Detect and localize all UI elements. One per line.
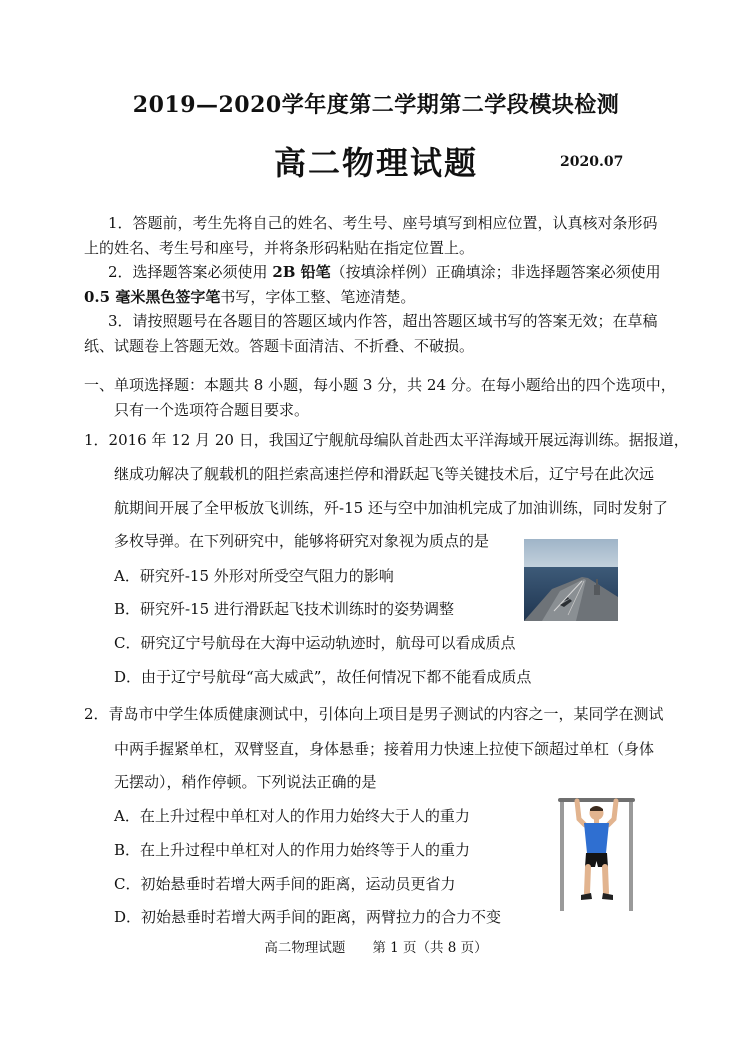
question-2-line-1: 2．青岛市中学生体质健康测试中，引体向上项目是男子测试的内容之一，某同学在测试 <box>84 705 664 723</box>
question-1-line-3: 航期间开展了全甲板放飞训练，歼-15 还与空中加油机完成了加油训练，同时发射了 <box>114 499 668 517</box>
page-footer: 高二物理试题 第 1 页（共 8 页） <box>264 940 488 956</box>
instruction-3-line-2: 纸、试题卷上答题无效。答题卡面清洁、不折叠、不破损。 <box>84 337 475 355</box>
question-1-option-a: A．研究歼-15 外形对所受空气阻力的影响 <box>114 567 394 585</box>
question-2-option-d: D．初始悬垂时若增大两手间的距离，两臂拉力的合力不变 <box>114 908 502 926</box>
instruction-2-line-1 <box>108 262 661 282</box>
question-2-option-a: A．在上升过程中单杠对人的作用力始终大于人的重力 <box>114 807 470 825</box>
question-2-option-b: B．在上升过程中单杠对人的作用力始终等于人的重力 <box>114 841 471 859</box>
question-1-option-d: D．由于辽宁号航母“高大威武”，故任何情况下都不能看成质点 <box>114 668 532 686</box>
instruction-2-text-d: 书写，字体工整、笔迹清楚。 <box>220 288 416 306</box>
subject-title: 高二物理试题 <box>273 144 478 182</box>
question-2-line-2: 中两手握紧单杠，双臂竖直，身体悬垂；接着用力快速上拉使下颌超过单杠（身体 <box>114 740 655 758</box>
instruction-1-line-1: 1．答题前，考生先将自己的姓名、考生号、座号填写到相应位置，认真核对条形码 <box>108 214 658 232</box>
exam-title: 2019—2020学年度第二学期第二学段模块检测 <box>132 92 620 118</box>
instruction-2-text-a: 2．选择题答案必须使用 <box>108 263 273 281</box>
instruction-3-line-1: 3．请按照题号在各题目的答题区域内作答，超出答题区域书写的答案无效；在草稿 <box>108 312 658 330</box>
question-1-option-b: B．研究歼-15 进行滑跃起飞技术训练时的姿势调整 <box>114 600 454 618</box>
question-1-line-4: 多枚导弹。在下列研究中，能够将研究对象视为质点的是 <box>114 532 490 550</box>
instruction-2-line-2 <box>84 287 415 307</box>
exam-date: 2020.07 <box>560 154 624 170</box>
instruction-2-pen: 0.5 毫米黑色签字笔 <box>84 288 221 306</box>
question-2-line-3: 无摆动），稍作停顿。下列说法正确的是 <box>114 773 377 791</box>
instruction-2-pencil: 2B 铅笔 <box>272 263 331 281</box>
section-1-line-2: 只有一个选项符合题目要求。 <box>114 401 310 419</box>
section-1-line-1: 一、单项选择题：本题共 8 小题，每小题 3 分，共 24 分。在每小题给出的四个选项中， <box>84 376 676 394</box>
question-1-line-2: 继成功解决了舰载机的阻拦索高速拦停和滑跃起飞等关键技术后，辽宁号在此次远 <box>114 465 655 483</box>
instruction-1-line-2: 上的姓名、考生号和座号，并将条形码粘贴在指定位置上。 <box>84 239 475 257</box>
aircraft-carrier-photo <box>524 539 618 621</box>
question-1-option-c: C．研究辽宁号航母在大海中运动轨迹时，航母可以看成质点 <box>114 634 516 652</box>
instruction-2-text-c: （按填涂样例）正确填涂；非选择题答案必须使用 <box>330 263 661 281</box>
pull-up-illustration <box>555 795 638 911</box>
question-2-option-c: C．初始悬垂时若增大两手间的距离，运动员更省力 <box>114 875 456 893</box>
question-1-line-1: 1．2016 年 12 月 20 日，我国辽宁舰航母编队首赴西太平洋海域开展远海训练。据报道， <box>84 431 689 449</box>
